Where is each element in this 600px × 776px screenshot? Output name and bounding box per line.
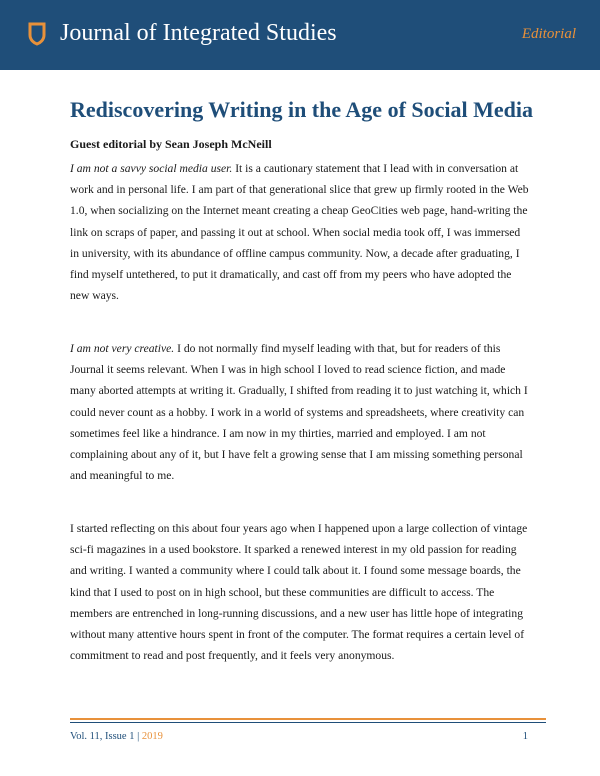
footer-divider-blue [70, 722, 546, 723]
shield-icon [28, 22, 46, 46]
paragraph-1-lead: I am not a savvy social media user. [70, 162, 233, 175]
article-title: Rediscovering Writing in the Age of Social Media [70, 97, 533, 122]
footer-volume: Vol. 11, Issue 1 [70, 731, 135, 742]
paragraph-2-lead: I am not very creative. [70, 342, 175, 355]
byline: Guest editorial by Sean Joseph McNeill [70, 137, 272, 151]
paragraph-1-text: It is a cautionary statement that I lead with in conversation at work and in personal life. I am part of that generational slice that grew up firmly rooted in the Web 1.0, when socializing on the Internet meant creating a cheap GeoCities web page, hand-writing the link on scraps of paper, and passing it out at school. When social media took off, I was immersed in university, with its abundance of offline campus community. Now, a decade after graduating, I find myself untethered, to put it dramatically, and cast off from my peers who have adopted the new ways. [70, 162, 529, 303]
paragraph-2-text: I do not normally find myself leading with that, but for readers of this Journal it seems relevant. When I was in high school I loved to read science fiction, and made many aborted attempts at writing it. Gradually, I shifted from reading it to just watching it, which I could never count as a hobby. I work in a world of systems and spreadsheets, where creativity can sometimes feel like a hindrance. I am now in my thirties, married and employed. I am not complaining about any of it, but I have felt a growing sense that I am missing something personal and meaningful to me. [70, 342, 528, 483]
footer-separator: | [134, 731, 142, 742]
footer-year: 2019 [141, 731, 163, 742]
journal-header [0, 0, 600, 70]
paragraph-3-text: I started reflecting on this about four years ago when I happened upon a large collection of vintage sci-fi magazines in a used bookstore. It sparked a renewed interest in my old passion for reading and writing. I wanted a community where I could talk about it. I found some message boards, the kind that I used to post on in high school, but these communities are difficult to access. The members are entrenched in long-running discussions, and a new user has little hope of integrating without many attentive hours spent in front of the computer. The format requires a certain level of commitment to read and post frequently, and it feels very anonymous. [70, 522, 528, 663]
journal-title: Journal of Integrated Studies [60, 20, 337, 46]
paragraph-3 [70, 518, 530, 666]
footer-divider-orange [70, 718, 546, 720]
footer-citation [70, 730, 163, 744]
section-label: Editorial [521, 26, 576, 42]
paragraph-2 [70, 338, 530, 486]
page-number: 1 [522, 731, 528, 742]
paragraph-1 [70, 158, 530, 306]
